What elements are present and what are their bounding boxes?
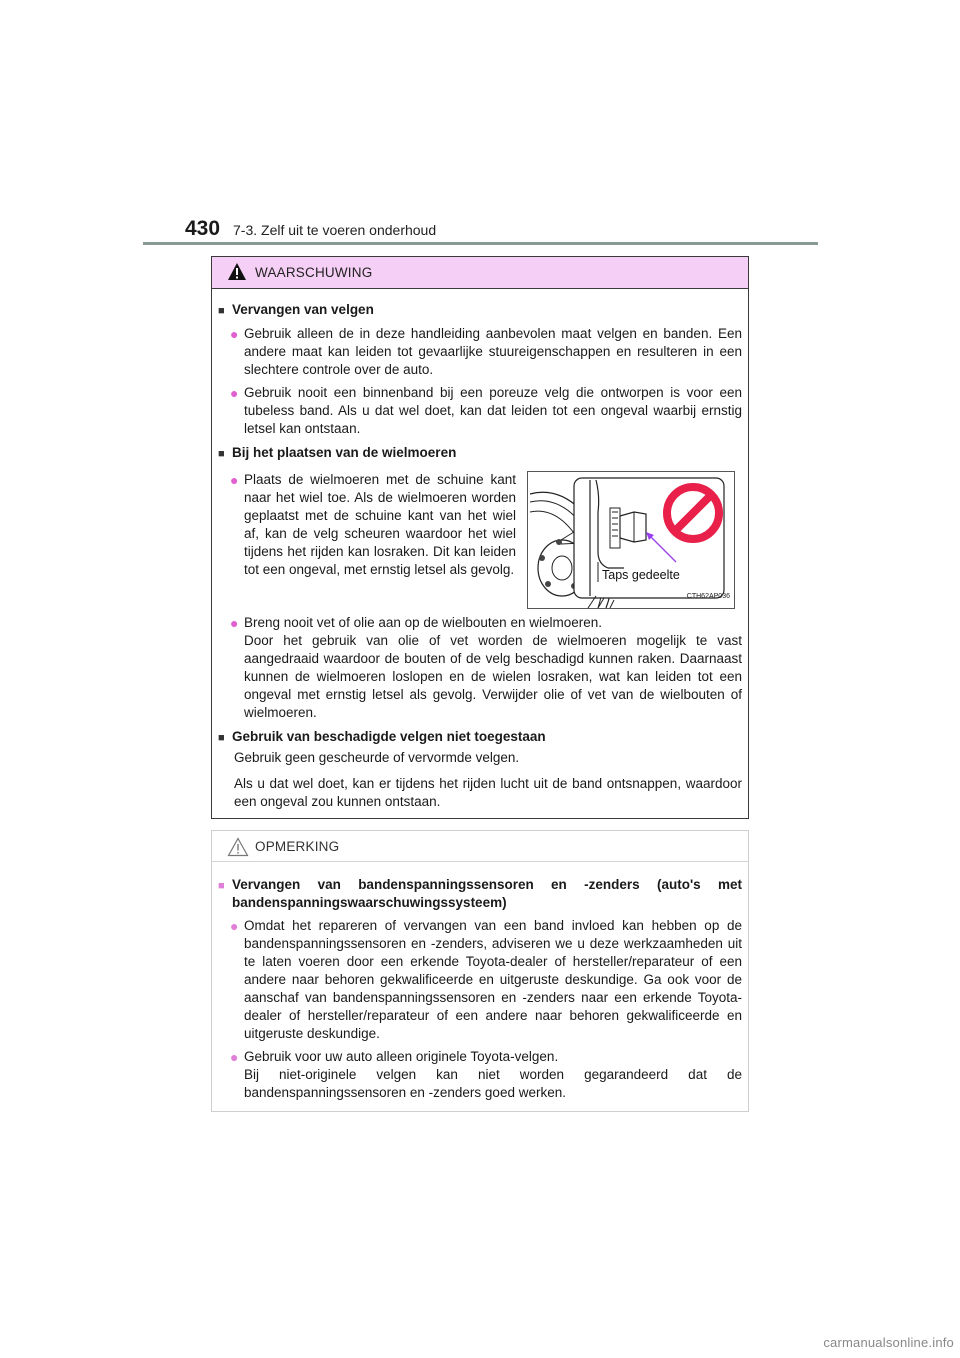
section-heading: ■ Vervangen van bandenspanningssensoren en -zenders (auto's met bandenspanningswaarschuwingssysteem) (218, 877, 742, 910)
prohibition-icon (662, 482, 724, 549)
caution-outline-icon (227, 837, 249, 862)
bullet-icon: ● (230, 326, 239, 342)
warning-header (212, 257, 748, 289)
figure-code: CTH62AP036 (686, 593, 730, 600)
bullet-icon: ● (230, 918, 239, 934)
header-rule (143, 242, 818, 245)
watermark: carmanualsonline.info (823, 1335, 954, 1350)
bullet-icon: ● (230, 385, 239, 401)
bullet-icon: ● (230, 1049, 239, 1065)
list-item: ● Omdat het repareren of vervangen van een band invloed kan hebben op de bandenspanningssensoren en -zenders, adviseren we u deze werkzaamheden uit te laten voeren door een erkende Toyota-dealer of hersteller/reparateur of een andere naar behoren gekwalificeerde en uitgeruste deskundige. Ga ook voor de aanschaf van bandenspanningssensoren en -zenders naar een erkende Toyota-dealer of hersteller/reparateur of een andere naar behoren gekwalificeerde en uitgeruste deskundige. (230, 918, 742, 1041)
wheel-nut-figure (527, 471, 735, 609)
list-item: ● Breng nooit vet of olie aan op de wielbouten en wielmoeren. Door het gebruik van olie of vet worden de wielmoeren mogelijk te vast aangedraaid waardoor de bouten of de velg beschadigd kunnen raken. Daarnaast kunnen de wielmoeren loslopen en de wielen losraken, wat kan leiden tot een ongeval met ernstig letsel als gevolg. Verwijder olie of vet van de wielbouten of wielmoeren. (230, 615, 742, 720)
note-title: OPMERKING (255, 839, 340, 854)
note-body (212, 862, 748, 1102)
square-bullet-icon: ■ (218, 732, 225, 744)
bullet-icon: ● (230, 615, 239, 631)
bullet-icon: ● (230, 472, 239, 488)
list-item: ● Gebruik alleen de in deze handleiding aanbevolen maat velgen en banden. Een andere maat kan leiden tot gevaarlijke stuureigenschappen en resulteren in een slechtere controle over de auto. (230, 326, 742, 377)
warning-triangle-icon (227, 262, 247, 286)
warning-title: WAARSCHUWING (255, 265, 373, 280)
square-bullet-icon: ■ (218, 305, 225, 317)
note-header (212, 831, 748, 862)
section-heading: ■ Vervangen van velgen (218, 301, 742, 320)
section-title: 7-3. Zelf uit te voeren onderhoud (233, 222, 437, 238)
list-item: ● Gebruik nooit een binnenband bij een poreuze velg die ontworpen is voor een tubeless band. Als u dat wel doet, kan dat leiden tot een ongeval waarbij ernstig letsel kan ontstaan. (230, 385, 742, 436)
warning-box (211, 256, 749, 819)
list-item: ● Plaats de wielmoeren met de schuine kant naar het wiel toe. Als de wielmoeren worden geplaatst met de schuine kant van het wiel af, kan de velg scheuren waardoor het wiel tijdens het rijden kan losraken. Dit kan leiden tot een ongeval, met ernstig letsel als gevolg. (230, 472, 516, 577)
warning-body (212, 289, 748, 811)
square-bullet-icon: ■ (218, 880, 225, 892)
page-number: 430 (185, 217, 221, 240)
figure-label: Taps gedeelte (602, 568, 680, 582)
square-bullet-icon: ■ (218, 448, 225, 460)
note-box (211, 830, 749, 1112)
section-heading: ■ Bij het plaatsen van de wielmoeren (218, 444, 742, 463)
section-heading: ■ Gebruik van beschadigde velgen niet toegestaan (218, 728, 742, 747)
paragraph: Gebruik geen gescheurde of vervormde velgen. (234, 750, 520, 765)
list-item: ● Gebruik voor uw auto alleen originele Toyota-velgen. Bij niet-originele velgen kan niet worden gegarandeerd dat de bandenspanningssensoren en -zenders goed werken. (230, 1049, 742, 1100)
figure-row (230, 471, 742, 609)
paragraph: Als u dat wel doet, kan er tijdens het rijden lucht uit de band ontsnappen, waardoor een ongeval zou kunnen ontstaan. (234, 776, 742, 809)
